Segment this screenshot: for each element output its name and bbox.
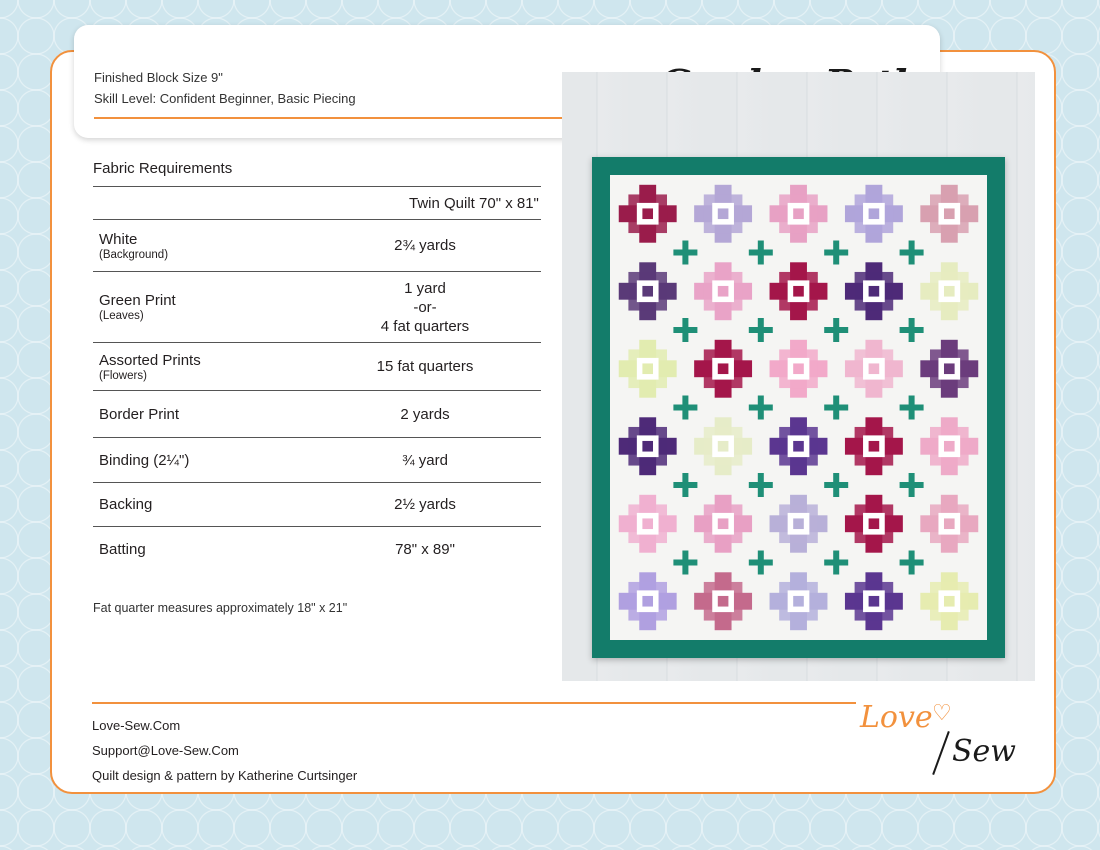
row-label: Binding (2¼") xyxy=(99,451,190,469)
leaf-shape xyxy=(673,405,697,411)
flower-center xyxy=(718,596,729,607)
flower-center xyxy=(793,208,804,219)
fabric-requirements-table xyxy=(93,160,541,571)
row-value: ¾ yard xyxy=(402,451,448,469)
row-label: White xyxy=(99,230,138,248)
row-label: Assorted Prints xyxy=(99,351,201,369)
flower-center xyxy=(718,363,729,374)
logo-love: Love xyxy=(860,700,933,735)
email-link[interactable]: Support@Love-Sew.Com xyxy=(92,743,239,758)
pattern-meta xyxy=(94,67,356,109)
leaf-shape xyxy=(749,560,773,566)
row-value: 2¾ yards xyxy=(394,237,456,254)
leaf-shape xyxy=(749,405,773,411)
row-value: 2 yards xyxy=(400,405,450,423)
leaf-shape xyxy=(824,327,848,333)
flower-center xyxy=(718,208,729,219)
footer-rule xyxy=(92,702,856,704)
leaf-shape xyxy=(749,250,773,256)
flower-center xyxy=(793,286,804,297)
row-sub: (Leaves) xyxy=(99,310,144,322)
flower-center xyxy=(944,286,955,297)
row-value: 15 fat quarters xyxy=(376,358,474,375)
quilt-center xyxy=(610,175,987,640)
flower-center xyxy=(718,518,729,529)
flower-center xyxy=(793,596,804,607)
designer-credit: Quilt design & pattern by Katherine Curtsinger xyxy=(92,768,358,783)
flower-center xyxy=(869,596,880,607)
flower-center xyxy=(944,208,955,219)
leaf-shape xyxy=(673,250,697,256)
row-sub: (Background) xyxy=(99,248,169,261)
flower-center xyxy=(642,363,653,374)
quilt-image xyxy=(592,157,1005,658)
flower-center xyxy=(642,286,653,297)
leaf-shape xyxy=(749,482,773,488)
flower-center xyxy=(718,286,729,297)
row-value: 2½ yards xyxy=(394,496,456,513)
leaf-shape xyxy=(824,405,848,411)
flower-center xyxy=(642,596,653,607)
row-label: Batting xyxy=(99,540,146,558)
row-sub: (Flowers) xyxy=(99,369,147,382)
fat-quarter-note: Fat quarter measures approximately 18" x 21" xyxy=(93,601,348,615)
heart-icon: ♡ xyxy=(932,700,952,725)
flower-center xyxy=(944,518,955,529)
flower-center xyxy=(869,286,880,297)
row-label: Border Print xyxy=(99,405,180,423)
leaf-shape xyxy=(673,327,697,333)
flower-center xyxy=(869,518,880,529)
love-sew-logo xyxy=(858,700,1038,780)
flower-center xyxy=(869,363,880,374)
logo-sew: Sew xyxy=(952,734,1016,769)
leaf-shape xyxy=(673,560,697,566)
row-value: 1 yard -or- 4 fat quarters xyxy=(380,279,470,335)
table-row xyxy=(93,220,541,272)
leaf-shape xyxy=(900,250,924,256)
flower-center xyxy=(793,518,804,529)
flower-center xyxy=(944,363,955,374)
footer-links xyxy=(92,713,357,788)
leaf-shape xyxy=(900,560,924,566)
flower-center xyxy=(642,441,653,452)
block-size: Finished Block Size 9" xyxy=(94,70,223,85)
flower-center xyxy=(944,596,955,607)
table-row xyxy=(93,438,541,483)
leaf-shape xyxy=(900,482,924,488)
flower-center xyxy=(869,441,880,452)
table-row xyxy=(93,343,541,391)
leaf-shape xyxy=(900,327,924,333)
table-row xyxy=(93,527,541,571)
leaf-shape xyxy=(824,250,848,256)
table-row xyxy=(93,391,541,438)
size-header-row xyxy=(93,187,541,220)
leaf-shape xyxy=(673,482,697,488)
needle-icon xyxy=(932,731,950,775)
row-label: Backing xyxy=(99,496,153,513)
table-row xyxy=(93,272,541,343)
quilt-photo xyxy=(562,72,1035,681)
flower-center xyxy=(642,518,653,529)
leaf-shape xyxy=(900,405,924,411)
row-value: 78" x 89" xyxy=(395,540,455,558)
leaf-shape xyxy=(824,482,848,488)
flower-center xyxy=(718,441,729,452)
website-link[interactable]: Love-Sew.Com xyxy=(92,718,181,733)
fabric-heading: Fabric Requirements xyxy=(93,160,541,187)
leaf-shape xyxy=(824,560,848,566)
flower-center xyxy=(944,441,955,452)
quilt-illustration xyxy=(592,157,1005,658)
flower-center xyxy=(869,208,880,219)
row-label: Green Print xyxy=(99,292,176,309)
size-header: Twin Quilt 70" x 81" xyxy=(409,194,539,212)
table-row xyxy=(93,483,541,527)
leaf-shape xyxy=(749,327,773,333)
flower-center xyxy=(642,208,653,219)
flower-center xyxy=(793,363,804,374)
flower-center xyxy=(793,441,804,452)
skill-level: Skill Level: Confident Beginner, Basic Piecing xyxy=(94,91,356,106)
